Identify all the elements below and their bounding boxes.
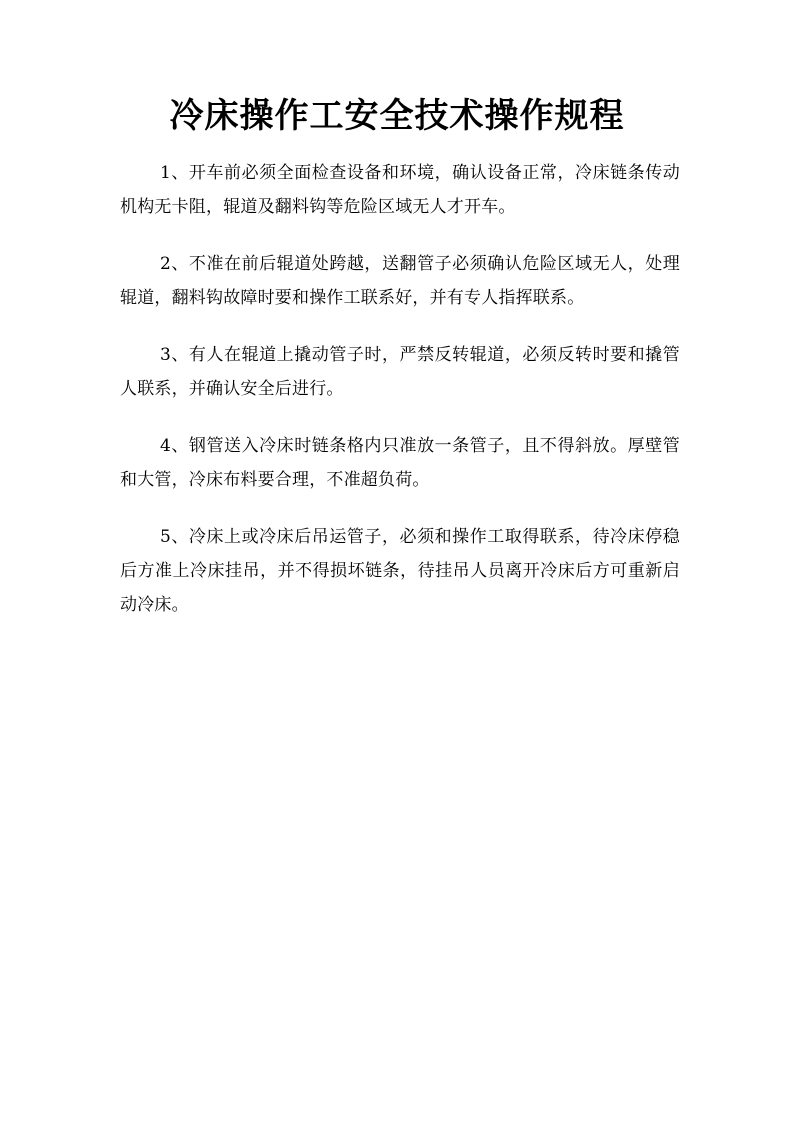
rule-paragraph-1: 1、开车前必须全面检查设备和环境，确认设备正常，冷床链条传动机构无卡阻，辊道及翻料钩等危险区域无人才开车。 xyxy=(120,163,680,217)
rule-paragraph-2: 2、不准在前后辊道处跨越，送翻管子必须确认危险区域无人，处理辊道，翻料钩故障时要和操作工联系好，并有专人指挥联系。 xyxy=(120,254,680,308)
rule-paragraph-5: 5、冷床上或冷床后吊运管子，必须和操作工取得联系，待冷床停稳后方准上冷床挂吊，并不得损坏链条，待挂吊人员离开冷床后方可重新启动冷床。 xyxy=(120,527,680,615)
rule-paragraph-3: 3、有人在辊道上撬动管子时，严禁反转辊道，必须反转时要和撬管人联系，并确认安全后进行。 xyxy=(120,345,680,399)
document-title: 冷床操作工安全技术操作规程 xyxy=(169,96,625,136)
document-body xyxy=(120,156,680,645)
rule-paragraph-4: 4、钢管送入冷床时链条格内只准放一条管子，且不得斜放。厚壁管和大管，冷床布料要合理，不准超负荷。 xyxy=(120,436,680,490)
